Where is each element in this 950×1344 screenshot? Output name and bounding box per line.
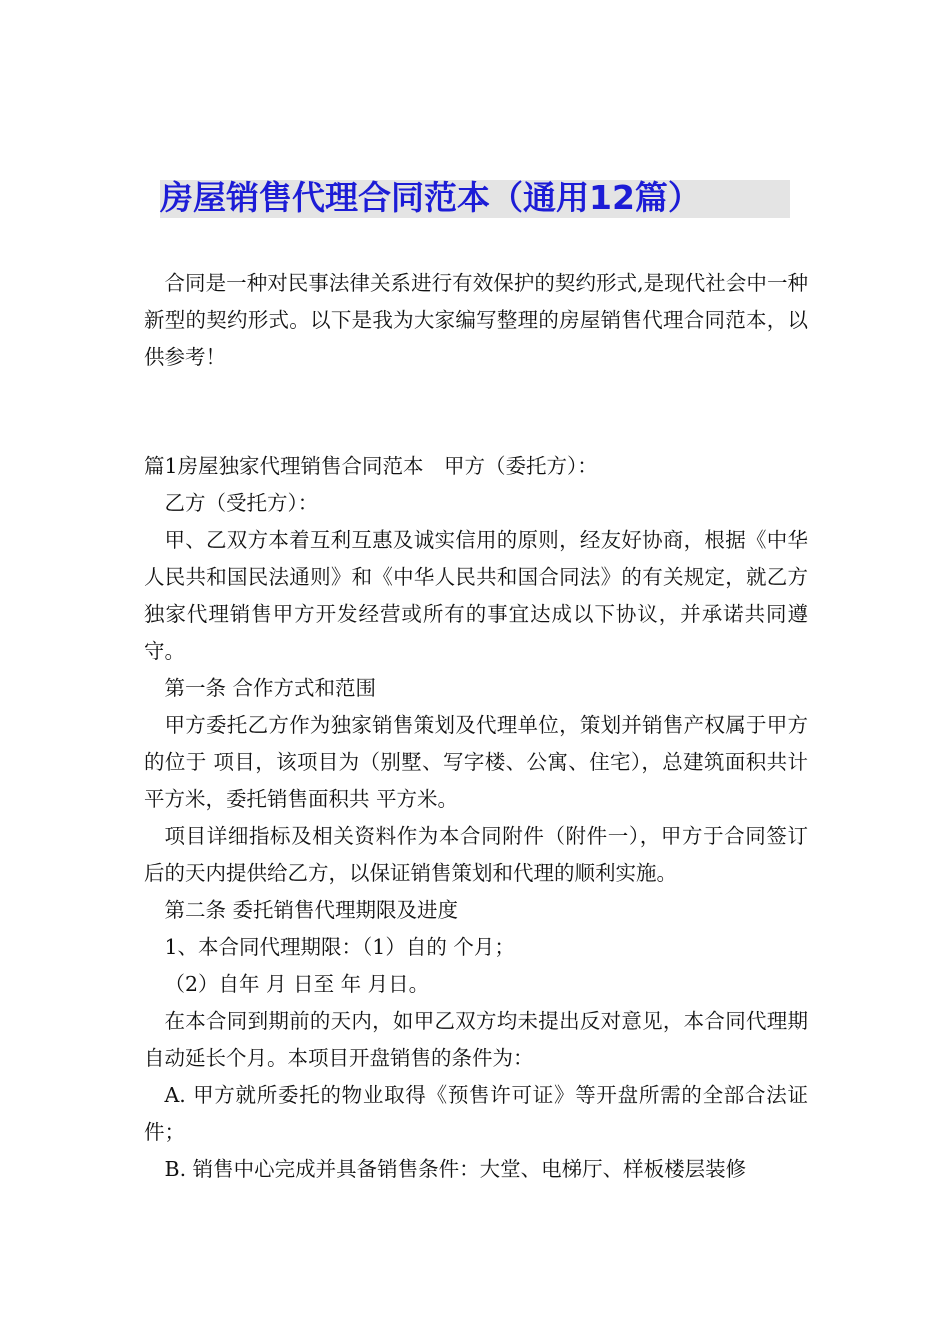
document-body (144, 265, 808, 1188)
intro-paragraph: 合同是一种对民事法律关系进行有效保护的契约形式,是现代社会中一种新型的契约形式。以下是我为大家编写整理的房屋销售代理合同范本，以供参考！ (144, 271, 808, 369)
paragraph: 甲方委托乙方作为独家销售策划及代理单位，策划并销售产权属于甲方的位于 项目，该项目为（别墅、写字楼、公寓、住宅），总建筑面积共计平方米，委托销售面积共 平方米。 (144, 713, 808, 811)
paragraph: 乙方（受托方）： (164, 491, 319, 515)
paragraph: （2）自年 月 日至 年 月日。 (164, 972, 430, 996)
paragraph: 1、本合同代理期限：（1）自的 个月； (164, 935, 515, 959)
section-heading: 篇1房屋独家代理销售合同范本 甲方（委托方）： (144, 454, 598, 478)
document-title: 房屋销售代理合同范本（通用12篇） (160, 178, 701, 217)
article-heading: 第一条 合作方式和范围 (164, 676, 377, 700)
paragraph: 甲、乙双方本着互利互惠及诚实信用的原则，经友好协商，根据《中华人民共和国民法通则》和《中华人民共和国合同法》的有关规定，就乙方独家代理销售甲方开发经营或所有的事宜达成以下协议，并承诺共同遵守。 (144, 528, 808, 663)
paragraph: A. 甲方就所委托的物业取得《预售许可证》等开盘所需的全部合法证件； (144, 1083, 808, 1144)
paragraph: B. 销售中心完成并具备销售条件：大堂、电梯厅、样板楼层装修 (164, 1157, 747, 1181)
paragraph: 项目详细指标及相关资料作为本合同附件（附件一），甲方于合同签订后的天内提供给乙方，以保证销售策划和代理的顺利实施。 (144, 824, 808, 885)
title-block (160, 178, 790, 218)
article-heading: 第二条 委托销售代理期限及进度 (164, 898, 459, 922)
paragraph: 在本合同到期前的天内，如甲乙双方均未提出反对意见，本合同代理期自动延长个月。本项目开盘销售的条件为： (144, 1009, 808, 1070)
